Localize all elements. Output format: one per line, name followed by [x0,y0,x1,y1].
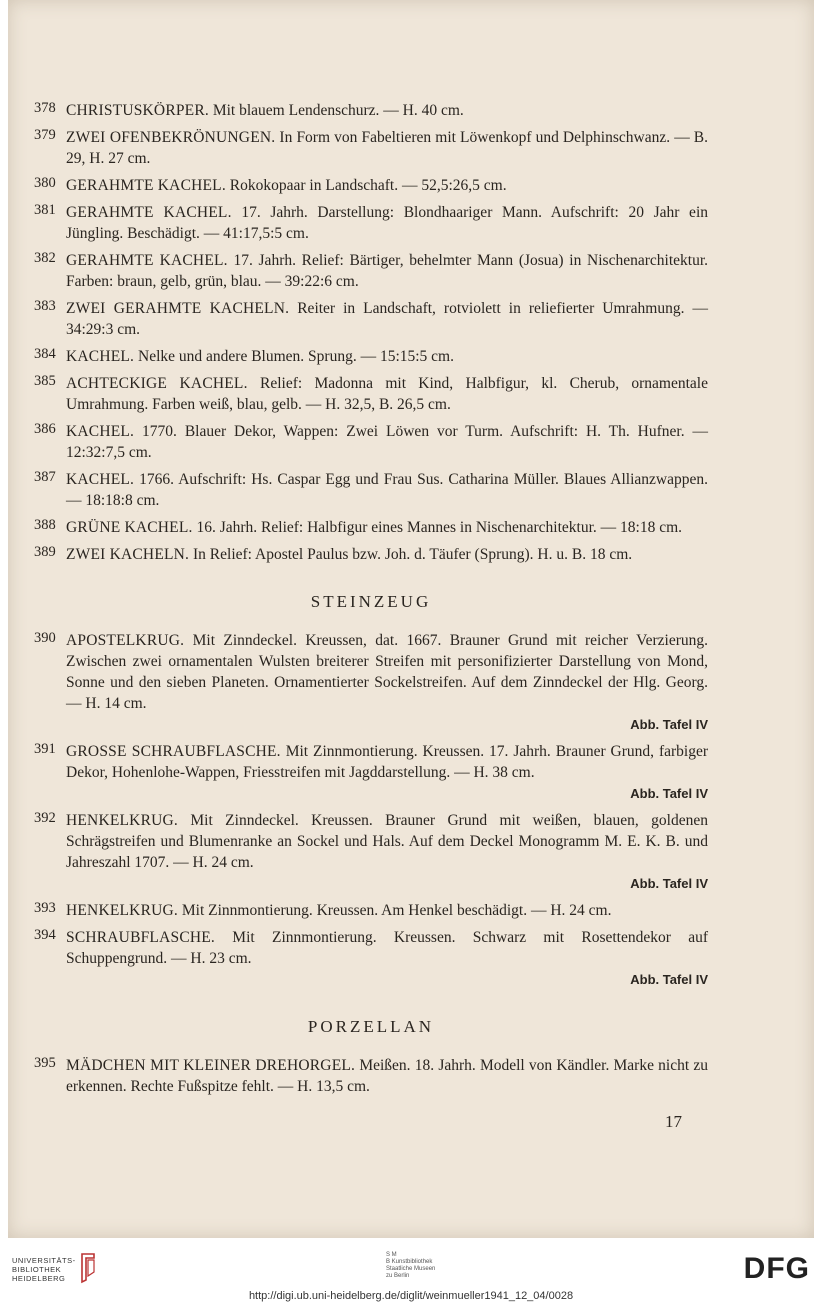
entry-description: Reiter in Landschaft, rotviolett in reliefierter Umrahmung. — 34:29:3 cm. [66,300,708,338]
entry-number: 386 [34,421,56,437]
dfg-logo[interactable]: DFG [743,1252,810,1285]
university-library-logo[interactable] [12,1256,76,1283]
entry-number: 378 [34,100,56,116]
catalog-entry [34,1055,708,1097]
entry-number: 389 [34,544,56,560]
entry-title: MÄDCHEN MIT KLEINER DREHORGEL. [66,1057,356,1074]
entry-description: Mit blauem Lendenschurz. — H. 40 cm. [208,102,464,119]
entry-description: Rokokopaar in Landschaft. — 52,5:26,5 cm. [225,177,507,194]
plate-reference: Abb. Tafel IV [630,972,708,987]
entries-steinzeug [34,630,708,990]
entry-description: In Relief: Apostel Paulus bzw. Joh. d. Täufer (Sprung). H. u. B. 18 cm. [189,546,633,563]
entry-number: 383 [34,298,56,314]
entry-description: Mit Zinnmontierung. Kreussen. Schwarz mit Rosettendekor auf Schuppengrund. — H. 23 cm. [66,929,708,967]
entry-number: 384 [34,346,56,362]
stamp-line-2: B Kunstbibliothek [386,1259,433,1265]
entry-description: Mit Zinndeckel. Kreussen. Brauner Grund mit weißen, blauen, goldenen Schrägstreifen und Blumenranke an Sockel und Hals. Auf dem Deckel Monogramm M. E. K. B. und Jahreszahl 1707. — H. 24 cm. [66,812,708,871]
page-number: 17 [665,1112,682,1131]
catalog-entry [34,469,708,511]
stamp-line-1: S M [386,1252,397,1258]
entry-number: 390 [34,630,56,646]
plate-reference: Abb. Tafel IV [630,876,708,891]
entry-title: ACHTECKIGE KACHEL. [66,375,248,392]
entry-description: Nelke und andere Blumen. Sprung. — 15:15:5 cm. [134,348,454,365]
catalog-entry [34,741,708,804]
scanned-page [8,0,814,1238]
entry-number: 380 [34,175,56,191]
entry-description: 17. Jahrh. Darstellung: Blondhaariger Mann. Aufschrift: 20 Jahr ein Jüngling. Beschädigt. — 41:17,5:5 cm. [66,204,708,242]
entry-description: Relief: Madonna mit Kind, Halbfigur, kl. Cherub, ornamentale Umrahmung. Farben weiß, blau, gelb. — H. 32,5, B. 26,5 cm. [66,375,708,413]
entry-number: 388 [34,517,56,533]
catalog-entry [34,100,708,121]
entry-title: KACHEL. [66,423,135,440]
entry-number: 392 [34,810,56,826]
entry-title: CHRISTUSKÖRPER. [66,102,209,119]
entry-description: 16. Jahrh. Relief: Halbfigur eines Mannes in Nischenarchitektur. — 18:18 cm. [192,519,683,536]
entry-description: Meißen. 18. Jahrh. Modell von Kändler. Marke nicht zu erkennen. Rechte Fußspitze fehlt. — H. 13,5 cm. [66,1057,708,1095]
viewer-footer [0,1238,822,1303]
logo-line-3: HEIDELBERG [12,1274,66,1283]
entry-description: Mit Zinnmontierung. Kreussen. 17. Jahrh. Brauner Grund, farbiger Dekor, Hohenlohe-Wappen, Friesstreifen mit Jagddarstellung. — H. 38 cm. [66,743,709,781]
logo-line-2: BIBLIOTHEK [12,1265,62,1274]
catalog-entry [34,544,708,565]
section-heading-porzellan: PORZELLAN [307,1017,435,1036]
catalog-content [34,100,708,1103]
university-seal-icon [78,1252,98,1284]
catalog-entry [34,127,708,169]
catalog-entry [34,250,708,292]
entry-number: 381 [34,202,56,218]
entry-number: 379 [34,127,56,143]
catalog-entry [34,810,708,894]
catalog-entry [34,927,708,990]
entry-title: HENKELKRUG. [66,902,178,919]
entry-number: 385 [34,373,56,389]
entry-title: ZWEI OFENBEKRÖNUNGEN. [66,129,276,146]
entry-number: 382 [34,250,56,266]
entries-porzellan [34,1055,708,1097]
entry-title: HENKELKRUG. [66,812,178,829]
entry-title: GERAHMTE KACHEL. [66,177,226,194]
entry-title: GROSSE SCHRAUBFLASCHE. [66,743,281,760]
stamp-line-4: zu Berlin [386,1273,410,1279]
plate-reference: Abb. Tafel IV [630,786,708,801]
catalog-entry [34,175,708,196]
catalog-entry [34,202,708,244]
entry-number: 391 [34,741,56,757]
catalog-entry [34,517,708,538]
entry-title: ZWEI KACHELN. [66,546,190,563]
page-url[interactable]: http://digi.ub.uni-heidelberg.de/diglit/weinmueller1941_12_04/0028 [248,1290,574,1302]
entry-description: 1766. Aufschrift: Hs. Caspar Egg und Frau Sus. Catharina Müller. Blaues Allianzwappen. — 18:18:8 cm. [66,471,708,509]
museum-stamp [386,1252,435,1280]
catalog-entry [34,900,708,921]
catalog-entry [34,630,708,735]
entry-description: 17. Jahrh. Relief: Bärtiger, behelmter Mann (Josua) in Nischenarchitektur. Farben: braun, gelb, grün, blau. — 39:22:6 cm. [66,252,709,290]
entry-description: 1770. Blauer Dekor, Wappen: Zwei Löwen vor Turm. Aufschrift: H. Th. Hufner. — 12:32:7,5 cm. [66,423,708,461]
stamp-line-3: Staatliche Museen [386,1266,436,1272]
catalog-entry [34,373,708,415]
entry-title: SCHRAUBFLASCHE. [66,929,215,946]
entry-title: KACHEL. [66,471,135,488]
entry-number: 387 [34,469,56,485]
plate-reference: Abb. Tafel IV [630,717,708,732]
entry-number: 393 [34,900,56,916]
entry-title: ZWEI GERAHMTE KACHELN. [66,300,290,317]
catalog-entry [34,298,708,340]
entry-description: In Form von Fabeltieren mit Löwenkopf und Delphinschwanz. — B. 29, H. 27 cm. [66,129,708,167]
entries-tiles [34,100,708,565]
section-heading-steinzeug: STEINZEUG [310,592,432,611]
catalog-entry [34,421,708,463]
entry-description: Mit Zinnmontierung. Kreussen. Am Henkel beschädigt. — H. 24 cm. [177,902,612,919]
entry-number: 395 [34,1055,56,1071]
catalog-entry [34,346,708,367]
entry-title: KACHEL. [66,348,135,365]
entry-title: GERAHMTE KACHEL. [66,252,228,269]
entry-description: Mit Zinndeckel. Kreussen, dat. 1667. Brauner Grund mit reicher Verzierung. Zwischen zwei ornamentalen Wulsten breiterer Streifen mit personifizierter Darstellung von Mond, Sonne und den sieben Planeten. Ornamentierter Sockelstreifen. Auf dem Zinndeckel der Hlg. Georg. — H. 14 cm. [66,632,708,712]
entry-title: APOSTELKRUG. [66,632,185,649]
logo-line-1: UNIVERSITÄTS- [12,1256,76,1265]
entry-number: 394 [34,927,56,943]
entry-title: GRÜNE KACHEL. [66,519,193,536]
entry-title: GERAHMTE KACHEL. [66,204,232,221]
